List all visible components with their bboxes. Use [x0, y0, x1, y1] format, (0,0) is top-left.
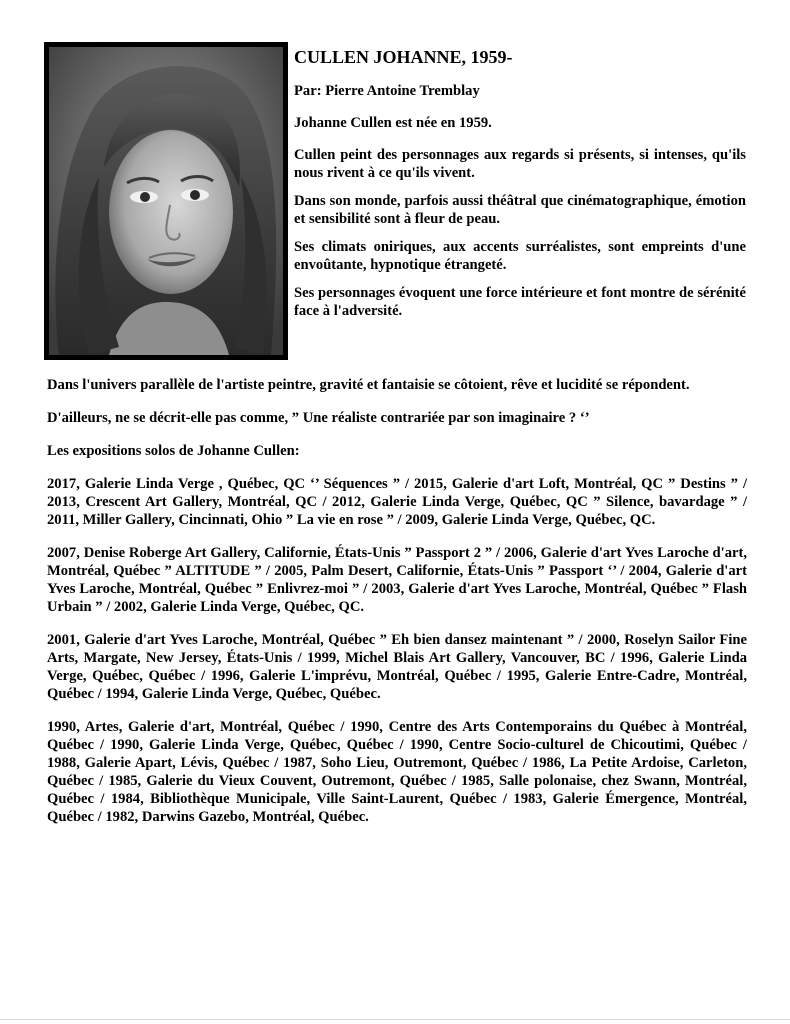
body-text-block	[47, 376, 747, 841]
header-text-block	[294, 42, 746, 330]
body-paragraph: Dans l'univers parallèle de l'artiste peintre, gravité et fantaisie se côtoient, rêve et lucidité se répondent.	[47, 377, 690, 393]
exhibitions-paragraph: 2001, Galerie d'art Yves Laroche, Montréal, Québec ” Eh bien dansez maintenant ” / 2000, Roselyn Sailor Fine Arts, Margate, New Jersey, États-Unis / 1999, Michel Blais Art Gallery, Vancouver, BC / 1996, Galerie Linda Verge, Québec, Québec / 1996, Galerie L'imprévu, Montréal, Québec / 1995, Galerie Entre-Cadre, Montréal, Québec / 1994, Galerie Linda Verge, Québec, Québec.	[47, 632, 747, 702]
page-bottom-edge	[0, 1019, 790, 1020]
intro-paragraph: Ses climats oniriques, aux accents surréalistes, sont empreints d'une envoûtante, hypnotique étrangeté.	[294, 239, 746, 273]
intro-paragraph: Ses personnages évoquent une force intérieure et font montre de sérénité face à l'adversité.	[294, 285, 746, 319]
intro-paragraph: Dans son monde, parfois aussi théâtral que cinématographique, émotion et sensibilité sont à fleur de peau.	[294, 193, 746, 227]
exhibitions-paragraph: 2007, Denise Roberge Art Gallery, Californie, États-Unis ” Passport 2 ” / 2006, Galerie d'art Yves Laroche d'art, Montréal, Québec ” ALTITUDE ” / 2005, Palm Desert, Californie, États-Unis ” Passport ‘’ / 2004, Galerie d'art Yves Laroche, Montréal, Québec ” Enlivrez-moi ” / 2003, Galerie d'art Yves Laroche, Montréal, Québec ” Flash Urbain ” / 2002, Galerie Linda Verge, Québec, QC.	[47, 545, 747, 615]
document-title: CULLEN JOHANNE, 1959-	[294, 47, 513, 67]
exhibitions-heading: Les expositions solos de Johanne Cullen:	[47, 443, 300, 459]
byline: Par: Pierre Antoine Tremblay	[294, 83, 480, 99]
intro-paragraph: Cullen peint des personnages aux regards si présents, si intenses, qu'ils nous rivent à ce qu'ils vivent.	[294, 147, 746, 181]
exhibitions-paragraph: 1990, Artes, Galerie d'art, Montréal, Québec / 1990, Centre des Arts Contemporains du Québec à Montréal, Québec / 1990, Galerie Linda Verge, Québec, Québec / 1990, Centre Socio-culturel de Chicoutimi, Québec / 1988, Galerie Apart, Lévis, Québec / 1987, Soho Lieu, Outremont, Québec / 1986, La Petite Ardoise, Carleton, Québec / 1985, Galerie du Vieux Couvent, Outremont, Québec / 1985, Salle polonaise, chez Swann, Montréal, Québec / 1984, Bibliothèque Municipale, Ville Saint-Laurent, Québec / 1983, Galerie Émergence, Montréal, Québec / 1982, Darwins Gazebo, Montréal, Québec.	[47, 719, 747, 825]
artist-portrait-photo	[44, 42, 288, 360]
intro-paragraph: Johanne Cullen est née en 1959.	[294, 115, 492, 131]
body-paragraph: D'ailleurs, ne se décrit-elle pas comme, ” Une réaliste contrariée par son imaginaire ? ‘’	[47, 410, 590, 426]
exhibitions-paragraph: 2017, Galerie Linda Verge , Québec, QC ‘’ Séquences ” / 2015, Galerie d'art Loft, Montréal, QC ” Destins ” / 2013, Crescent Art Gallery, Montréal, QC / 2012, Galerie Linda Verge, Québec, QC ” Silence, bavardage ” / 2011, Miller Gallery, Cincinnati, Ohio ” La vie en rose ” / 2009, Galerie Linda Verge, Québec, QC.	[47, 476, 747, 528]
portrait-image	[49, 47, 283, 355]
